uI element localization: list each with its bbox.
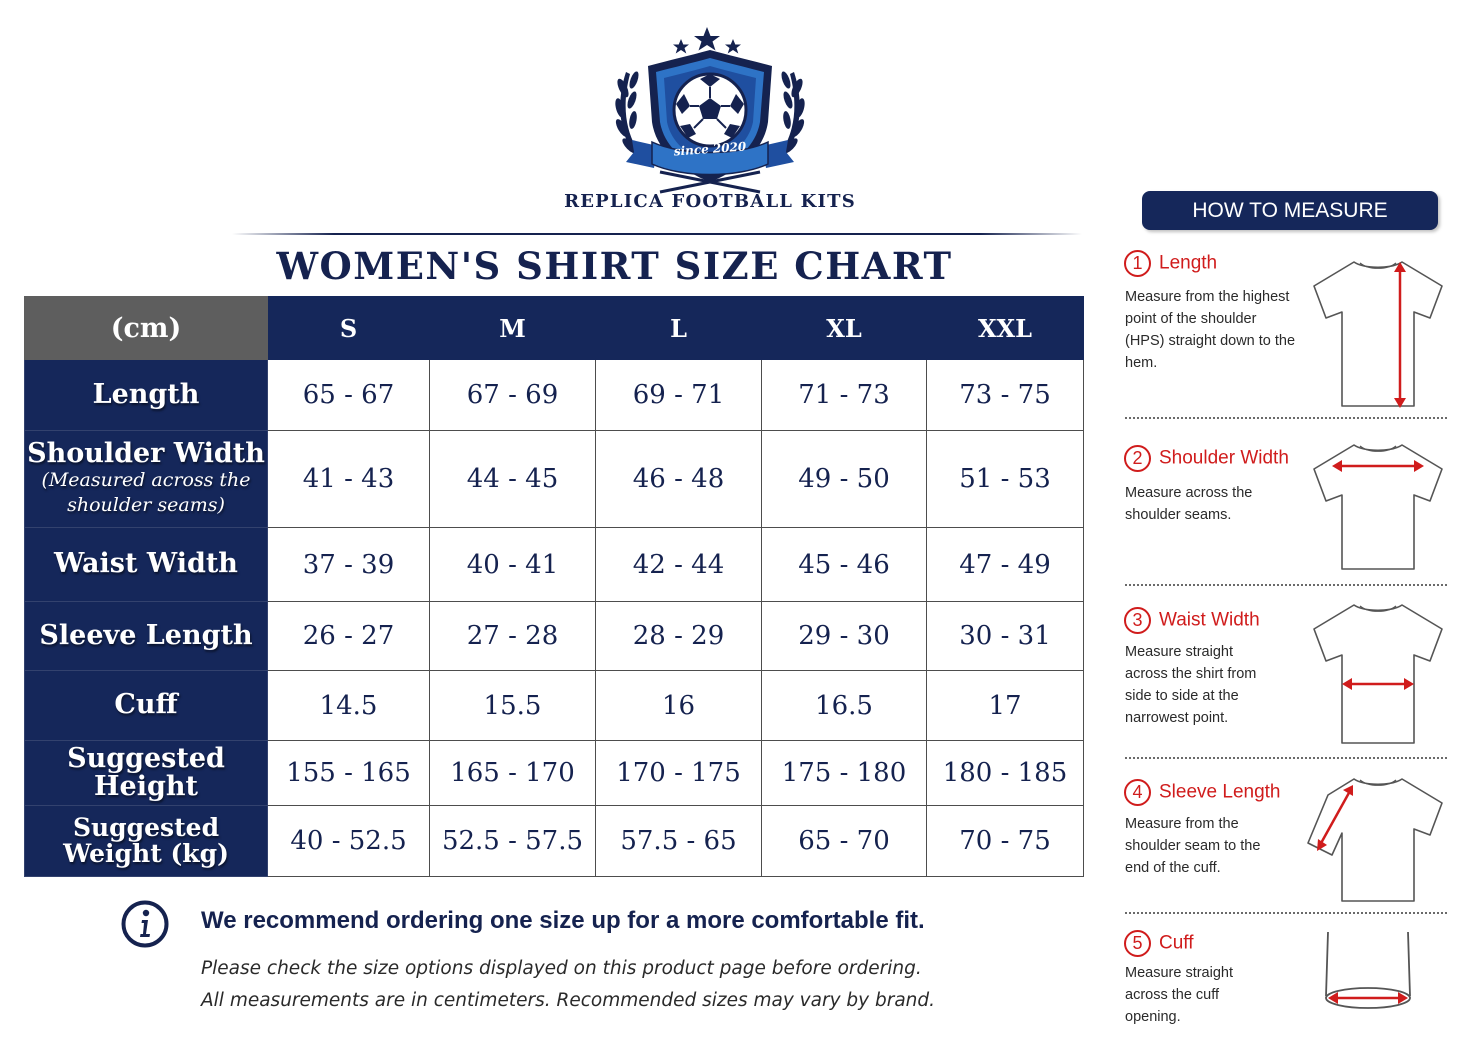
step-divider (1125, 584, 1447, 586)
table-cell: 26 - 27 (268, 602, 430, 671)
step-label: Sleeve Length (1159, 781, 1281, 803)
brand-name: REPLICA FOOTBALL KITS (564, 191, 856, 212)
step-title (1124, 250, 1217, 277)
table-cell: 73 - 75 (927, 360, 1084, 431)
table-cell: 69 - 71 (596, 360, 762, 431)
table-row-shoulder-width (25, 431, 1084, 528)
tshirt-length-icon (1308, 256, 1448, 411)
table-cell: 45 - 46 (762, 528, 927, 602)
table-row-length (25, 360, 1084, 431)
measure-step-sleeve-length (1124, 779, 1449, 909)
step-description: Measure from the shoulder seam to the end of the cuff. (1125, 816, 1261, 876)
table-row-suggested-weight (25, 806, 1084, 877)
star-icon (694, 27, 720, 51)
step-description: Measure straight across the shirt from side to side at the narrowest point. (1125, 644, 1257, 726)
step-title (1124, 930, 1194, 957)
size-recommendation: We recommend ordering one size up for a more comfortable fit. (201, 907, 925, 934)
table-cell: 49 - 50 (762, 431, 927, 528)
cuff-icon (1320, 930, 1416, 1014)
how-to-measure-header: HOW TO MEASURE (1142, 191, 1438, 230)
row-note: (Measured across the shoulder seams) (41, 469, 251, 517)
table-cell: 41 - 43 (268, 431, 430, 528)
table-cell: 40 - 52.5 (268, 806, 430, 877)
size-header-xxl: XXL (927, 297, 1084, 360)
table-cell: 27 - 28 (430, 602, 596, 671)
measure-step-cuff (1124, 930, 1449, 1040)
table-cell: 67 - 69 (430, 360, 596, 431)
tshirt-shoulder-icon (1308, 439, 1448, 574)
table-cell: 44 - 45 (430, 431, 596, 528)
row-label: Length (25, 360, 268, 431)
football-icon (674, 74, 746, 146)
row-label: Sleeve Length (25, 602, 268, 671)
notice-line: All measurements are in centimeters. Recommended sizes may vary by brand. (201, 990, 936, 1011)
step-divider (1125, 417, 1447, 419)
table-cell: 71 - 73 (762, 360, 927, 431)
unit-header: (cm) (25, 297, 268, 360)
step-description: Measure across the shoulder seams. (1125, 485, 1253, 523)
step-title (1124, 607, 1260, 634)
row-label: Suggested Height (25, 741, 268, 806)
step-label: Cuff (1159, 932, 1194, 954)
star-icon (673, 39, 689, 54)
table-cell: 175 - 180 (762, 741, 927, 806)
table-cell: 165 - 170 (430, 741, 596, 806)
logo-motto: since 2020 (673, 139, 747, 159)
table-cell: 47 - 49 (927, 528, 1084, 602)
table-cell: 37 - 39 (268, 528, 430, 602)
table-cell: 14.5 (268, 671, 430, 741)
step-number: 5 (1124, 930, 1151, 957)
step-label: Length (1159, 252, 1218, 274)
step-description: Measure straight across the cuff opening. (1125, 965, 1233, 1025)
table-cell: 40 - 41 (430, 528, 596, 602)
step-number: 3 (1124, 607, 1151, 634)
measure-step-waist-width (1124, 607, 1449, 752)
football-crest-icon (560, 22, 860, 217)
table-cell: 57.5 - 65 (596, 806, 762, 877)
size-header-l: L (596, 297, 762, 360)
row-label: Shoulder Width (Measured across the shoulder seams) (25, 431, 268, 528)
table-header-row (25, 297, 1084, 360)
table-cell: 70 - 75 (927, 806, 1084, 877)
step-divider (1125, 912, 1447, 914)
table-cell: 30 - 31 (927, 602, 1084, 671)
table-cell: 28 - 29 (596, 602, 762, 671)
step-description: Measure from the highest point of the shoulder (HPS) straight down to the hem. (1125, 289, 1296, 371)
table-row-waist-width (25, 528, 1084, 602)
size-header-s: S (268, 297, 430, 360)
notice-line: Please check the size options displayed on this product page before ordering. (201, 958, 922, 979)
table-cell: 15.5 (430, 671, 596, 741)
table-row-cuff (25, 671, 1084, 741)
measure-step-shoulder-width (1124, 445, 1449, 580)
step-label: Shoulder Width (1159, 447, 1289, 469)
table-cell: 65 - 67 (268, 360, 430, 431)
measure-step-length (1124, 250, 1449, 415)
table-row-sleeve-length (25, 602, 1084, 671)
row-label: Cuff (25, 671, 268, 741)
star-icon (725, 39, 741, 54)
step-title (1124, 445, 1289, 472)
page-title: WOMEN'S SHIRT SIZE CHART (276, 244, 953, 288)
table-cell: 52.5 - 57.5 (430, 806, 596, 877)
table-cell: 17 (927, 671, 1084, 741)
table-row-suggested-height (25, 741, 1084, 806)
table-cell: 180 - 185 (927, 741, 1084, 806)
table-cell: 170 - 175 (596, 741, 762, 806)
table-cell: 155 - 165 (268, 741, 430, 806)
table-cell: 16 (596, 671, 762, 741)
sleeve-length-icon (1304, 773, 1449, 905)
table-cell: 46 - 48 (596, 431, 762, 528)
table-cell: 65 - 70 (762, 806, 927, 877)
tshirt-waist-icon (1308, 599, 1448, 749)
table-cell: 42 - 44 (596, 528, 762, 602)
step-number: 2 (1124, 445, 1151, 472)
title-divider (232, 233, 1082, 235)
table-cell: 29 - 30 (762, 602, 927, 671)
step-title (1124, 779, 1281, 806)
size-header-xl: XL (762, 297, 927, 360)
row-label: Waist Width (25, 528, 268, 602)
step-number: 1 (1124, 250, 1151, 277)
size-header-m: M (430, 297, 596, 360)
table-cell: 16.5 (762, 671, 927, 741)
step-divider (1125, 757, 1447, 759)
size-chart-table (24, 296, 1084, 877)
step-label: Waist Width (1159, 609, 1260, 631)
row-label: Suggested Weight (kg) (25, 806, 268, 877)
info-icon (121, 900, 169, 948)
table-cell: 51 - 53 (927, 431, 1084, 528)
step-number: 4 (1124, 779, 1151, 806)
